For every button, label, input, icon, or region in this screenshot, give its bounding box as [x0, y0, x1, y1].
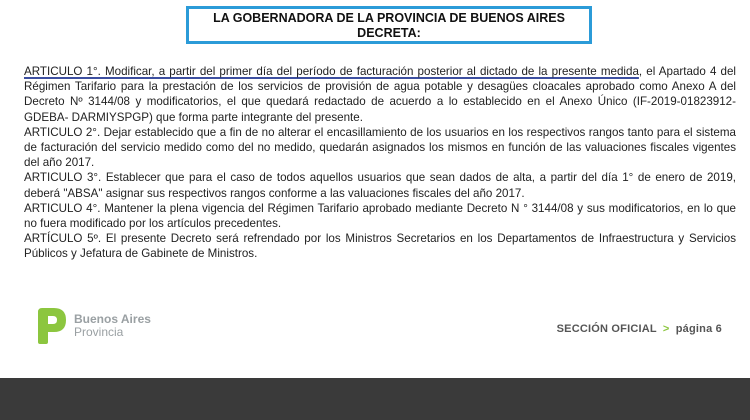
header-title: LA GOBERNADORA DE LA PROVINCIA DE BUENOS AIRES	[213, 11, 565, 25]
page-footer	[557, 323, 722, 335]
article-5: ARTÍCULO 5º. El presente Decreto será refrendado por los Ministros Secretarios en los Departamentos de Infraestructura y Servicios Públicos y Jefatura de Gabinete de Ministros.	[24, 232, 736, 261]
logo-line-1: Buenos Aires	[74, 312, 151, 326]
decree-header	[186, 6, 592, 44]
article-4: ARTICULO 4°. Mantener la plena vigencia del Régimen Tarifario aprobado mediante Decreto N ° 3144/08 y sus modificatorios, en lo que no fuera modificado por los artículos precedentes.	[24, 201, 736, 231]
footer-separator-icon: >	[662, 323, 670, 335]
footer-section: SECCIÓN OFICIAL	[556, 323, 657, 335]
article-3: ARTICULO 3°. Establecer que para el caso de todos aquellos usuarios que sean dados de alta, a partir del día 1° de enero de 2019, deberá "ABSA" asignar sus respectivos rangos conforme a las valuaciones fiscales del año 2017.	[24, 171, 736, 200]
article-1-highlighted: ARTICULO 1°. Modificar, a partir del primer día del período de facturación posterior al dictado de la presente medida	[24, 65, 639, 78]
article-1	[24, 64, 736, 125]
article-1-text: , el Apartado 4 del Régimen Tarifario para la prestación de los servicios de provisión de agua potable y desagües cloacales aprobado como Anexo A del Decreto Nº 3144/08 y modificatorios, el que quedará redactado de acuerdo a lo establecido en el Anexo Único (IF-2019-01823912-GDEBA- DARMIYSPGP) que forma parte integrante del presente.	[24, 65, 736, 124]
decree-body	[24, 64, 736, 262]
logo-line-2: Provincia	[74, 325, 124, 339]
logo-text	[74, 313, 151, 339]
buenos-aires-p-logo-icon	[34, 306, 68, 346]
header-decreta: DECRETA:	[357, 26, 421, 40]
buenos-aires-logo	[34, 306, 151, 346]
bottom-bar	[0, 378, 750, 420]
footer-page: página 6	[675, 323, 722, 335]
article-2: ARTICULO 2°. Dejar establecido que a fin de no alterar el encasillamiento de los usuarios en los respectivos rangos tanto para el sistema de facturación del servicio medido como del no medido, quedarán asignados los mismos en función de las valuaciones fiscales vigentes del año 2017.	[24, 125, 736, 170]
